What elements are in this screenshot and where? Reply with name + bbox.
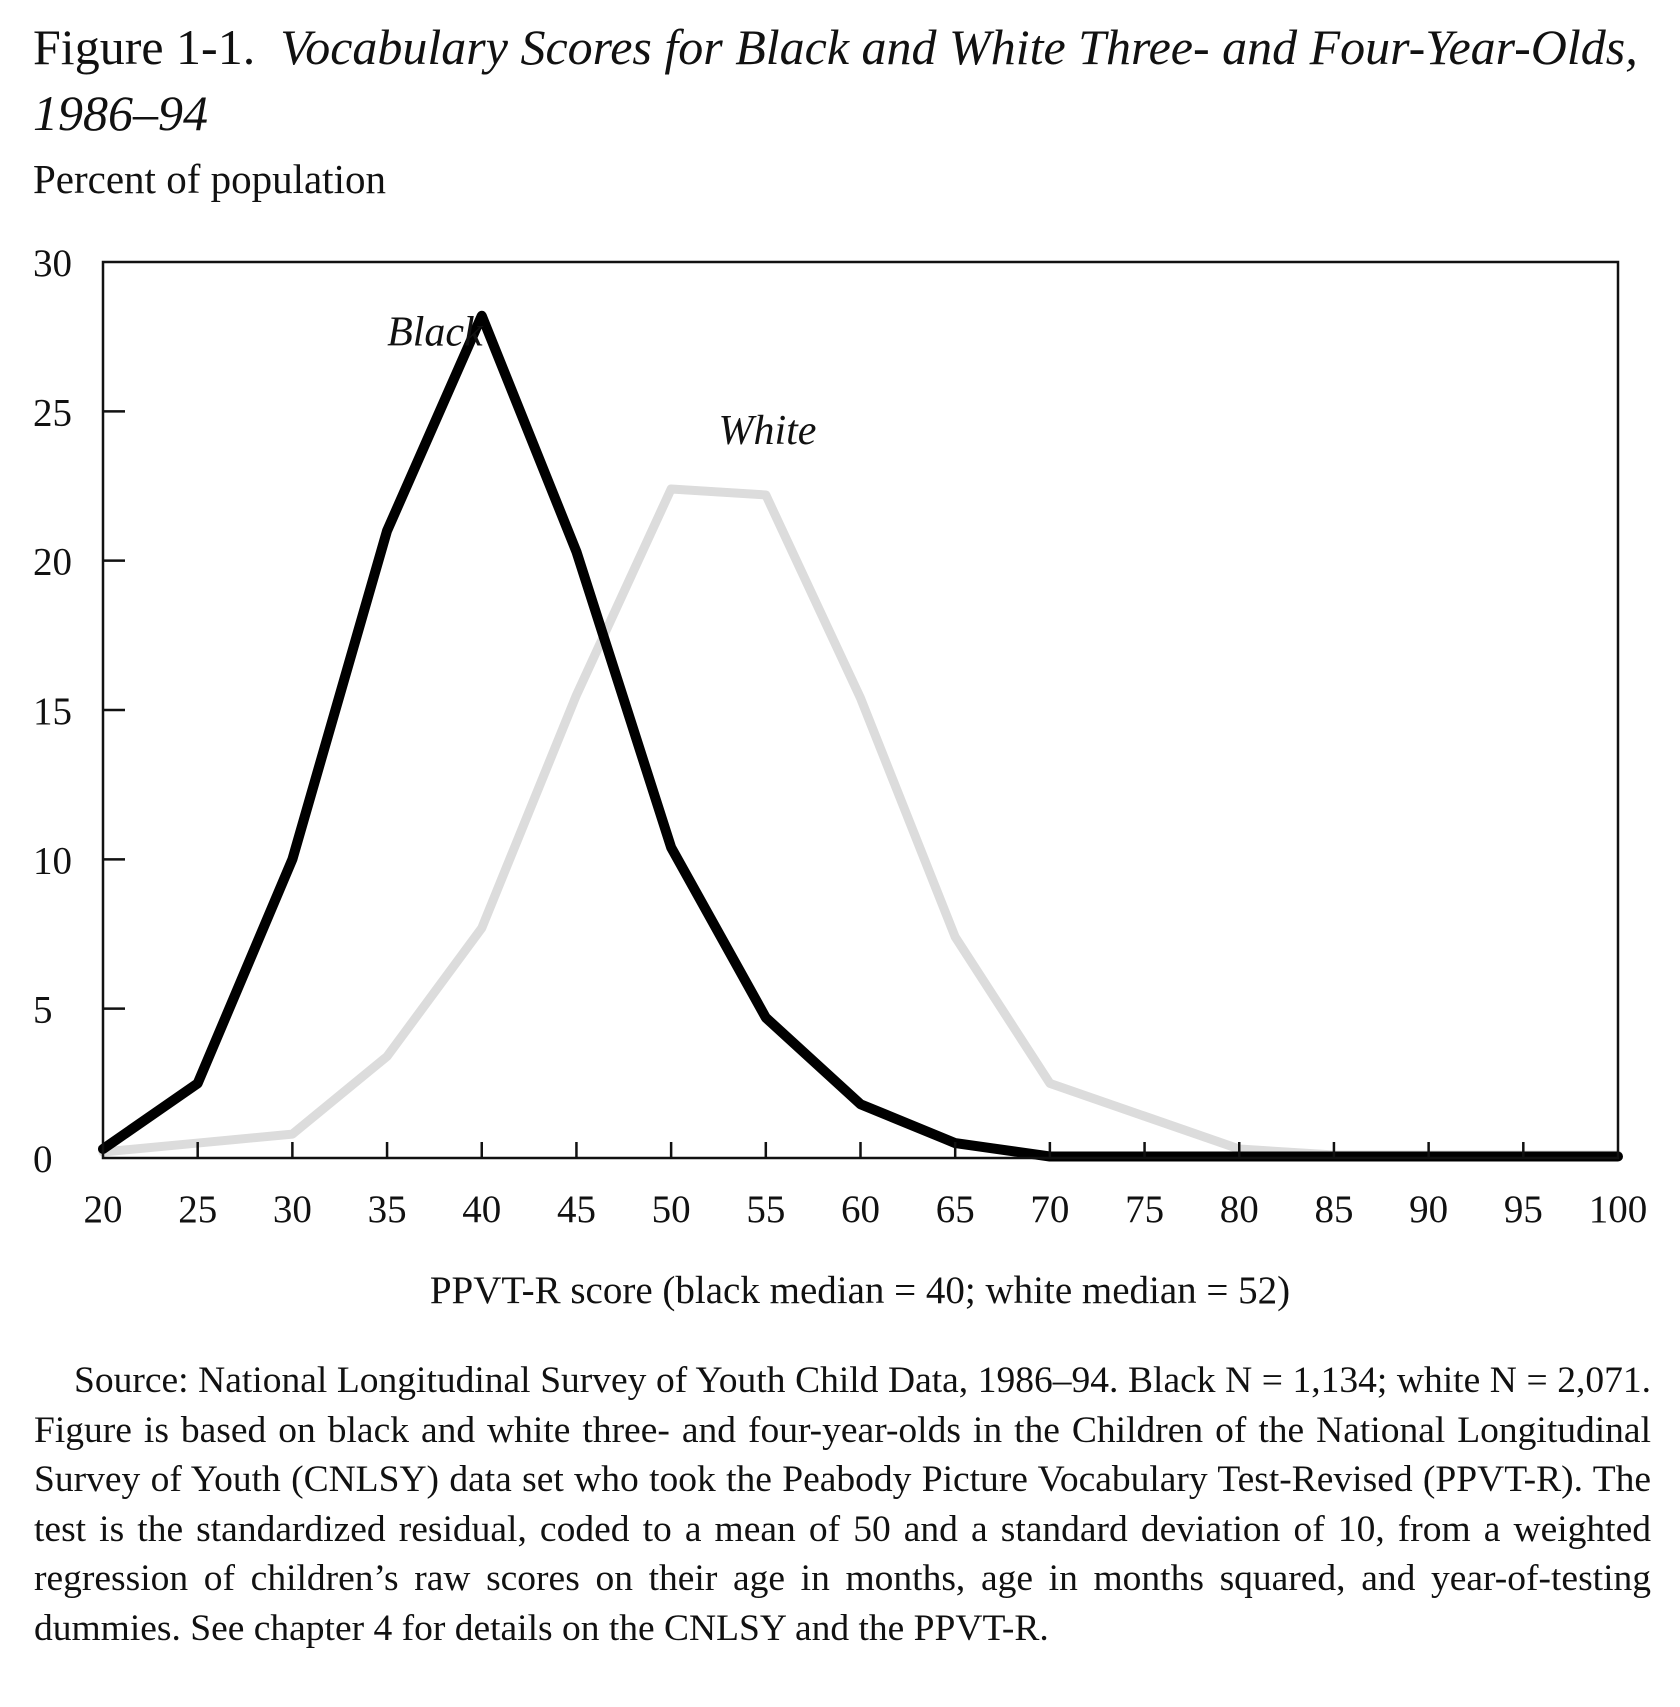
x-tick-label: 35 — [367, 1188, 407, 1231]
x-tick-label: 75 — [1125, 1188, 1165, 1231]
y-tick-label: 10 — [33, 839, 72, 883]
x-tick-label: 30 — [272, 1188, 312, 1231]
x-tick-label: 95 — [1503, 1188, 1543, 1231]
series-line-white — [103, 489, 1618, 1155]
series-line-black — [103, 316, 1618, 1157]
x-tick-label: 45 — [556, 1188, 596, 1231]
y-tick-label: 0 — [33, 1138, 53, 1181]
source-note: Source: National Longitudinal Survey of Youth Child Data, 1986–94. Black N = 1,134; white N = 2,071. Figure is based on black and white three- and four-year-olds in the Children of the National Longitudinal Survey of Youth (CNLSY) data set who took the Peabody Picture Vocabulary Test-Revised (PPVT-R). The test is the standardized residual, coded to a mean of 50 and a standard deviation of 10, from a weighted regression of children’s raw scores on their age in months, age in months squared, and year-of-testing dummies. See chapter 4 for details on the CNLSY and the PPVT-R. — [34, 1360, 1651, 1649]
x-tick-label: 50 — [651, 1188, 691, 1231]
y-axis-ticks — [33, 242, 125, 1181]
x-tick-label: 85 — [1314, 1188, 1354, 1231]
x-tick-label: 55 — [746, 1188, 786, 1231]
x-axis-label: PPVT-R score (black median = 40; white median = 52) — [429, 1269, 1291, 1312]
x-tick-label: 25 — [178, 1188, 218, 1231]
x-tick-label: 80 — [1219, 1188, 1259, 1231]
y-tick-label: 15 — [33, 690, 72, 733]
y-axis-label: Percent of population — [33, 156, 386, 202]
y-tick-label: 30 — [33, 242, 72, 285]
x-tick-label: 20 — [83, 1188, 123, 1231]
series-label-white: White — [718, 408, 817, 455]
x-tick-label: 40 — [462, 1188, 502, 1231]
figure-number: Figure 1-1. — [33, 19, 256, 75]
series-layer — [103, 316, 1618, 1157]
y-tick-label: 5 — [33, 988, 53, 1032]
y-tick-label: 20 — [33, 540, 72, 584]
figure-title-text: Vocabulary Scores for Black and White Three- and Four-Year-Olds, 1986–94 — [33, 19, 1638, 141]
y-tick-label: 25 — [33, 391, 72, 435]
x-tick-label: 60 — [841, 1188, 880, 1231]
x-tick-label: 100 — [1588, 1188, 1648, 1231]
x-tick-label: 65 — [935, 1188, 975, 1231]
x-tick-label: 90 — [1409, 1188, 1449, 1231]
x-tick-label: 70 — [1030, 1188, 1070, 1231]
series-label-black: Black — [387, 309, 483, 356]
